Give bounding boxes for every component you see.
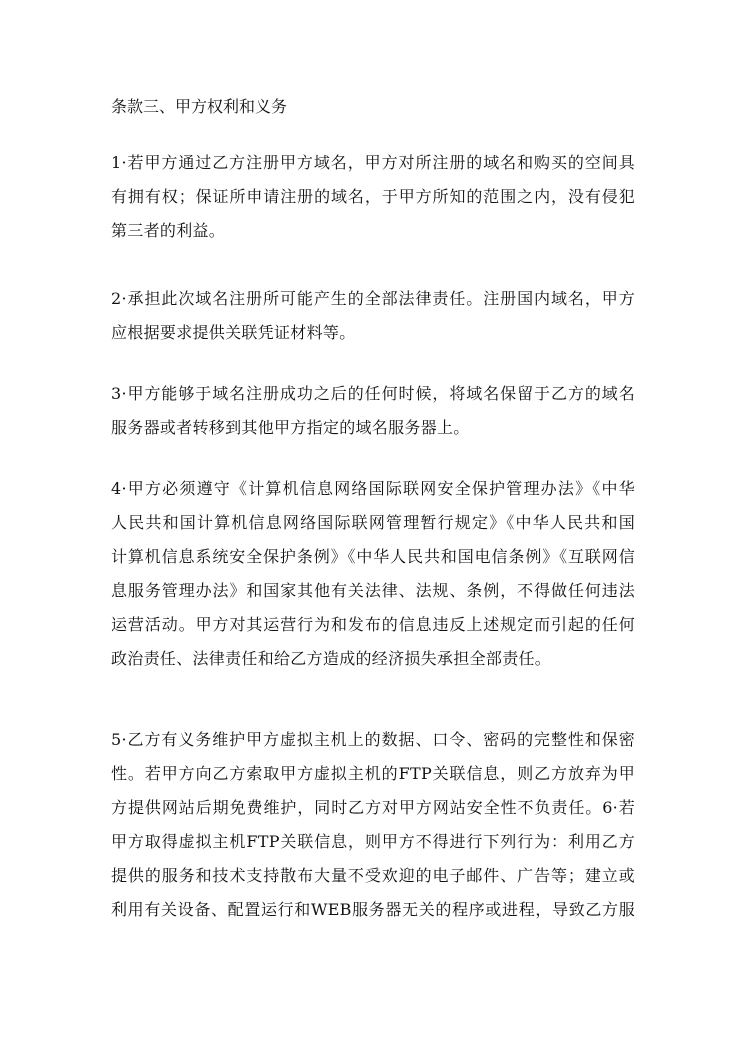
paragraph-line: 1·若甲方通过乙方注册甲方域名，甲方对所注册的域名和购买的空间具	[111, 153, 635, 172]
paragraph-line: 5·乙方有义务维护甲方虚拟主机上的数据、口令、密码的完整性和保密	[111, 730, 635, 749]
clause-paragraph-3	[111, 377, 635, 445]
clause-paragraph-1	[111, 146, 635, 248]
paragraph-line: 有拥有权；保证所申请注册的域名，于甲方所知的范围之内，没有侵犯	[111, 187, 635, 206]
clause-paragraph-2	[111, 282, 635, 350]
paragraph-line: 第三者的利益。	[111, 221, 226, 240]
paragraph-line: 人民共和国计算机信息网络国际联网管理暂行规定》《中华人民共和国	[111, 513, 635, 532]
paragraph-line: 甲方取得虚拟主机FTP关联信息，则甲方不得进行下列行为：利用乙方	[111, 832, 635, 851]
section-heading: 条款三、甲方权利和义务	[111, 97, 288, 116]
paragraph-line: 3·甲方能够于域名注册成功之后的任何时候，将域名保留于乙方的域名	[111, 384, 635, 403]
clause-paragraph-5	[111, 723, 635, 927]
paragraph-line: 政治责任、法律责任和给乙方造成的经济损失承担全部责任。	[111, 649, 552, 668]
paragraph-line: 性。若甲方向乙方索取甲方虚拟主机的FTP关联信息，则乙方放弃为甲	[111, 764, 635, 783]
paragraph-line: 运营活动。甲方对其运营行为和发布的信息违反上述规定而引起的任何	[111, 615, 635, 634]
paragraph-line: 4·甲方必须遵守《计算机信息网络国际联网安全保护管理办法》《中华	[111, 479, 635, 498]
paragraph-line: 方提供网站后期免费维护，同时乙方对甲方网站安全性不负责任。6·若	[111, 798, 635, 817]
paragraph-line: 利用有关设备、配置运行和WEB服务器无关的程序或进程，导致乙方服	[111, 900, 635, 919]
clause-paragraph-4	[111, 472, 635, 676]
paragraph-line: 2·承担此次域名注册所可能产生的全部法律责任。注册国内域名，甲方	[111, 289, 635, 308]
paragraph-line: 服务器或者转移到其他甲方指定的域名服务器上。	[111, 418, 470, 437]
paragraph-line: 计算机信息系统安全保护条例》《中华人民共和国电信条例》《互联网信	[111, 547, 635, 566]
paragraph-line: 提供的服务和技术支持散布大量不受欢迎的电子邮件、广告等；建立或	[111, 866, 635, 885]
paragraph-line: 应根据要求提供关联凭证材料等。	[111, 323, 356, 342]
paragraph-line: 息服务管理办法》和国家其他有关法律、法规、条例，不得做任何违法	[111, 581, 635, 600]
